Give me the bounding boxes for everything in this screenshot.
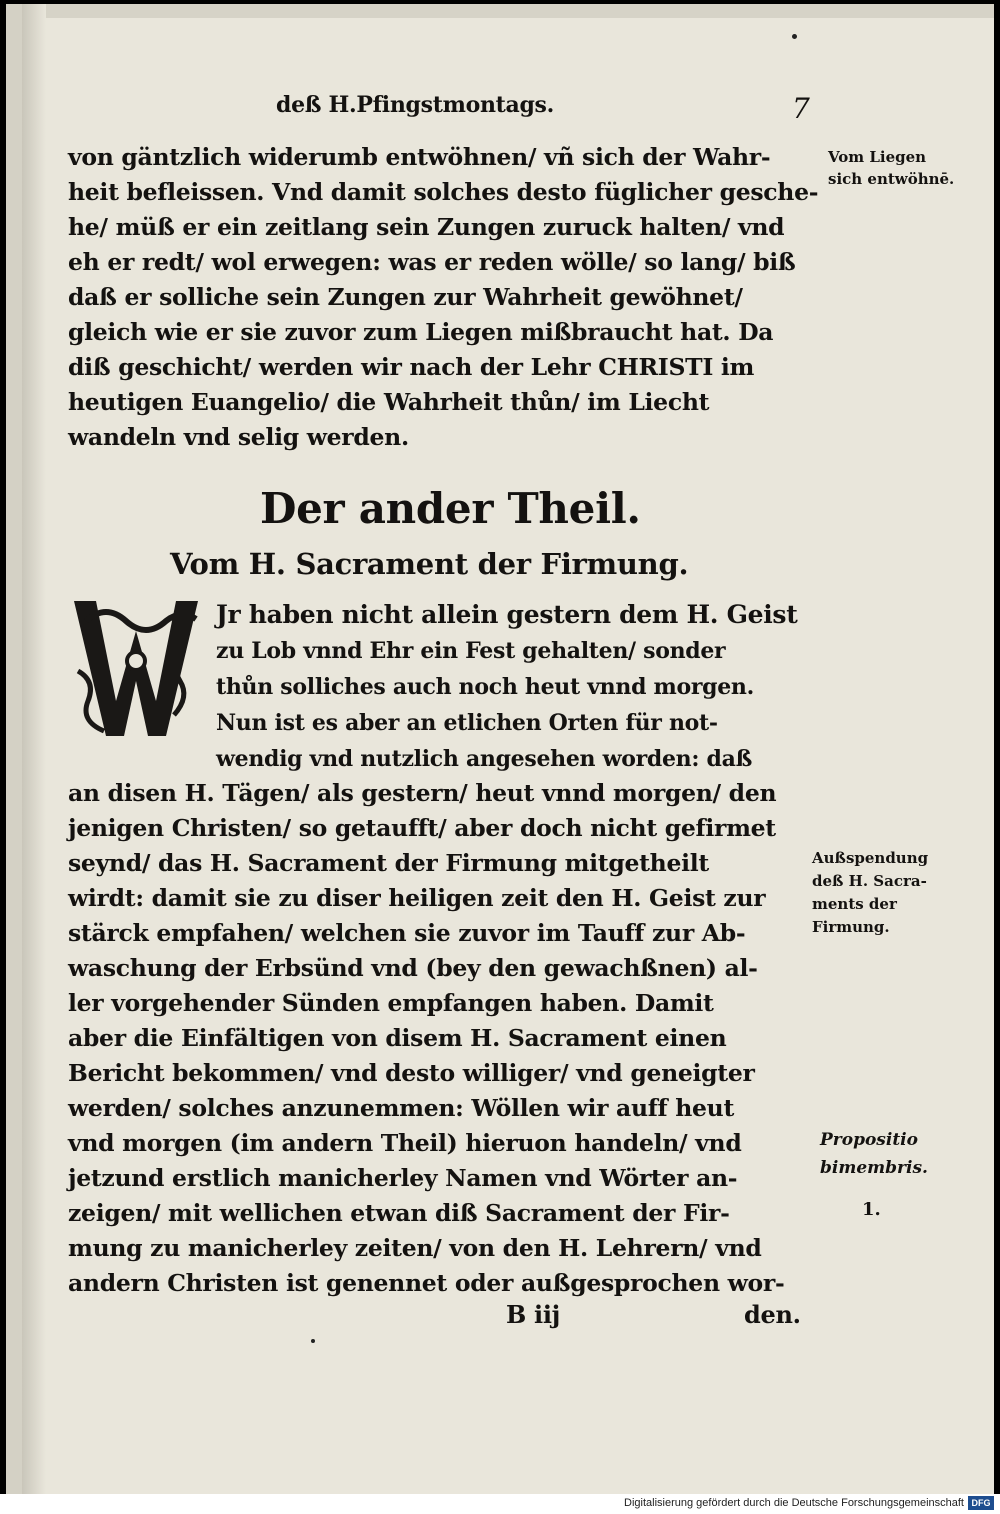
text-line: diß geschicht/ werden wir nach der Lehr CHRISTI im <box>68 353 755 381</box>
ink-speck <box>792 34 797 39</box>
margin-note-line: Firmung. <box>812 918 890 936</box>
signature-mark: B iij <box>506 1300 561 1329</box>
margin-note-line: Vom Liegen <box>828 148 927 166</box>
catchword: den. <box>744 1300 801 1329</box>
text-line: von gäntzlich widerumb entwöhnen/ vñ sich der Wahr- <box>68 143 771 171</box>
book-page <box>6 4 994 1494</box>
dfg-logo: DFG <box>968 1496 994 1510</box>
margin-note-line: sich entwöhnē. <box>828 170 955 188</box>
text-line: werden/ solches anzunemmen: Wöllen wir auff heut <box>68 1094 735 1122</box>
page-gutter <box>22 4 46 1494</box>
text-line: gleich wie er sie zuvor zum Liegen mißbraucht hat. Da <box>68 318 774 346</box>
text-line: daß er solliche sein Zungen zur Wahrheit gewöhnet/ <box>68 283 743 311</box>
margin-note-line: deß H. Sacra- <box>812 872 927 890</box>
footer-bar <box>0 1494 1000 1514</box>
text-line: heit befleissen. Vnd damit solches desto füglicher gesche- <box>68 178 819 206</box>
margin-note-number: 1. <box>862 1199 881 1220</box>
page-edge-left <box>6 4 22 1494</box>
page-edge-top <box>6 4 994 18</box>
text-line: aber die Einfältigen von disem H. Sacrament einen <box>68 1024 727 1052</box>
text-line: ler vorgehender Sünden empfangen haben. Damit <box>68 989 714 1017</box>
text-line: waschung der Erbsünd vnd (bey den gewachßnen) al- <box>68 954 758 982</box>
text-line: wendig vnd nutzlich angesehen worden: daß <box>216 746 753 772</box>
text-line: Jr haben nicht allein gestern dem H. Geist <box>216 600 798 629</box>
text-line: zu Lob vnnd Ehr ein Fest gehalten/ sonder <box>216 638 726 664</box>
text-line: seynd/ das H. Sacrament der Firmung mitgetheilt <box>68 849 709 877</box>
text-line: an disen H. Tägen/ als gestern/ heut vnnd morgen/ den <box>68 779 777 807</box>
section-subtitle: Vom H. Sacrament der Firmung. <box>170 547 689 581</box>
section-title: Der ander Theil. <box>260 484 641 533</box>
margin-note-line: Außspendung <box>812 849 929 867</box>
text-line: jetzund erstlich manicherley Namen vnd Wörter an- <box>68 1164 738 1192</box>
margin-note-line: Propositio <box>820 1130 918 1150</box>
text-line: heutigen Euangelio/ die Wahrheit thůn/ im Liecht <box>68 388 710 416</box>
text-line: jenigen Christen/ so getaufft/ aber doch nicht gefirmet <box>68 814 776 842</box>
text-line: andern Christen ist genennet oder außgesprochen wor- <box>68 1269 785 1297</box>
folio-number: 7 <box>792 92 810 125</box>
text-line: stärck empfahen/ welchen sie zuvor im Tauff zur Ab- <box>68 919 746 947</box>
text-line: Bericht bekommen/ vnd desto williger/ vnd geneigter <box>68 1059 755 1087</box>
text-line: he/ müß er ein zeitlang sein Zungen zuruck halten/ vnd <box>68 213 785 241</box>
text-line: eh er redt/ wol erwegen: was er reden wölle/ so lang/ biß <box>68 248 796 276</box>
decorated-initial-w <box>66 591 206 741</box>
text-line: Nun ist es aber an etlichen Orten für not- <box>216 710 718 736</box>
ink-speck <box>311 1339 315 1343</box>
text-line: mung zu manicherley zeiten/ von den H. Lehrern/ vnd <box>68 1234 762 1262</box>
margin-note-line: bimembris. <box>820 1158 928 1178</box>
text-line: zeigen/ mit wellichen etwan diß Sacrament der Fir- <box>68 1199 730 1227</box>
text-line: wandeln vnd selig werden. <box>68 423 409 451</box>
text-line: vnd morgen (im andern Theil) hieruon handeln/ vnd <box>68 1129 742 1157</box>
margin-note-line: ments der <box>812 895 897 913</box>
funding-notice: Digitalisierung gefördert durch die Deutsche Forschungsgemeinschaft <box>624 1497 964 1509</box>
running-head: deß H.Pfingstmontags. <box>276 92 554 118</box>
text-line: wirdt: damit sie zu diser heiligen zeit den H. Geist zur <box>68 884 766 912</box>
text-line: thůn solliches auch noch heut vnnd morgen. <box>216 674 754 700</box>
